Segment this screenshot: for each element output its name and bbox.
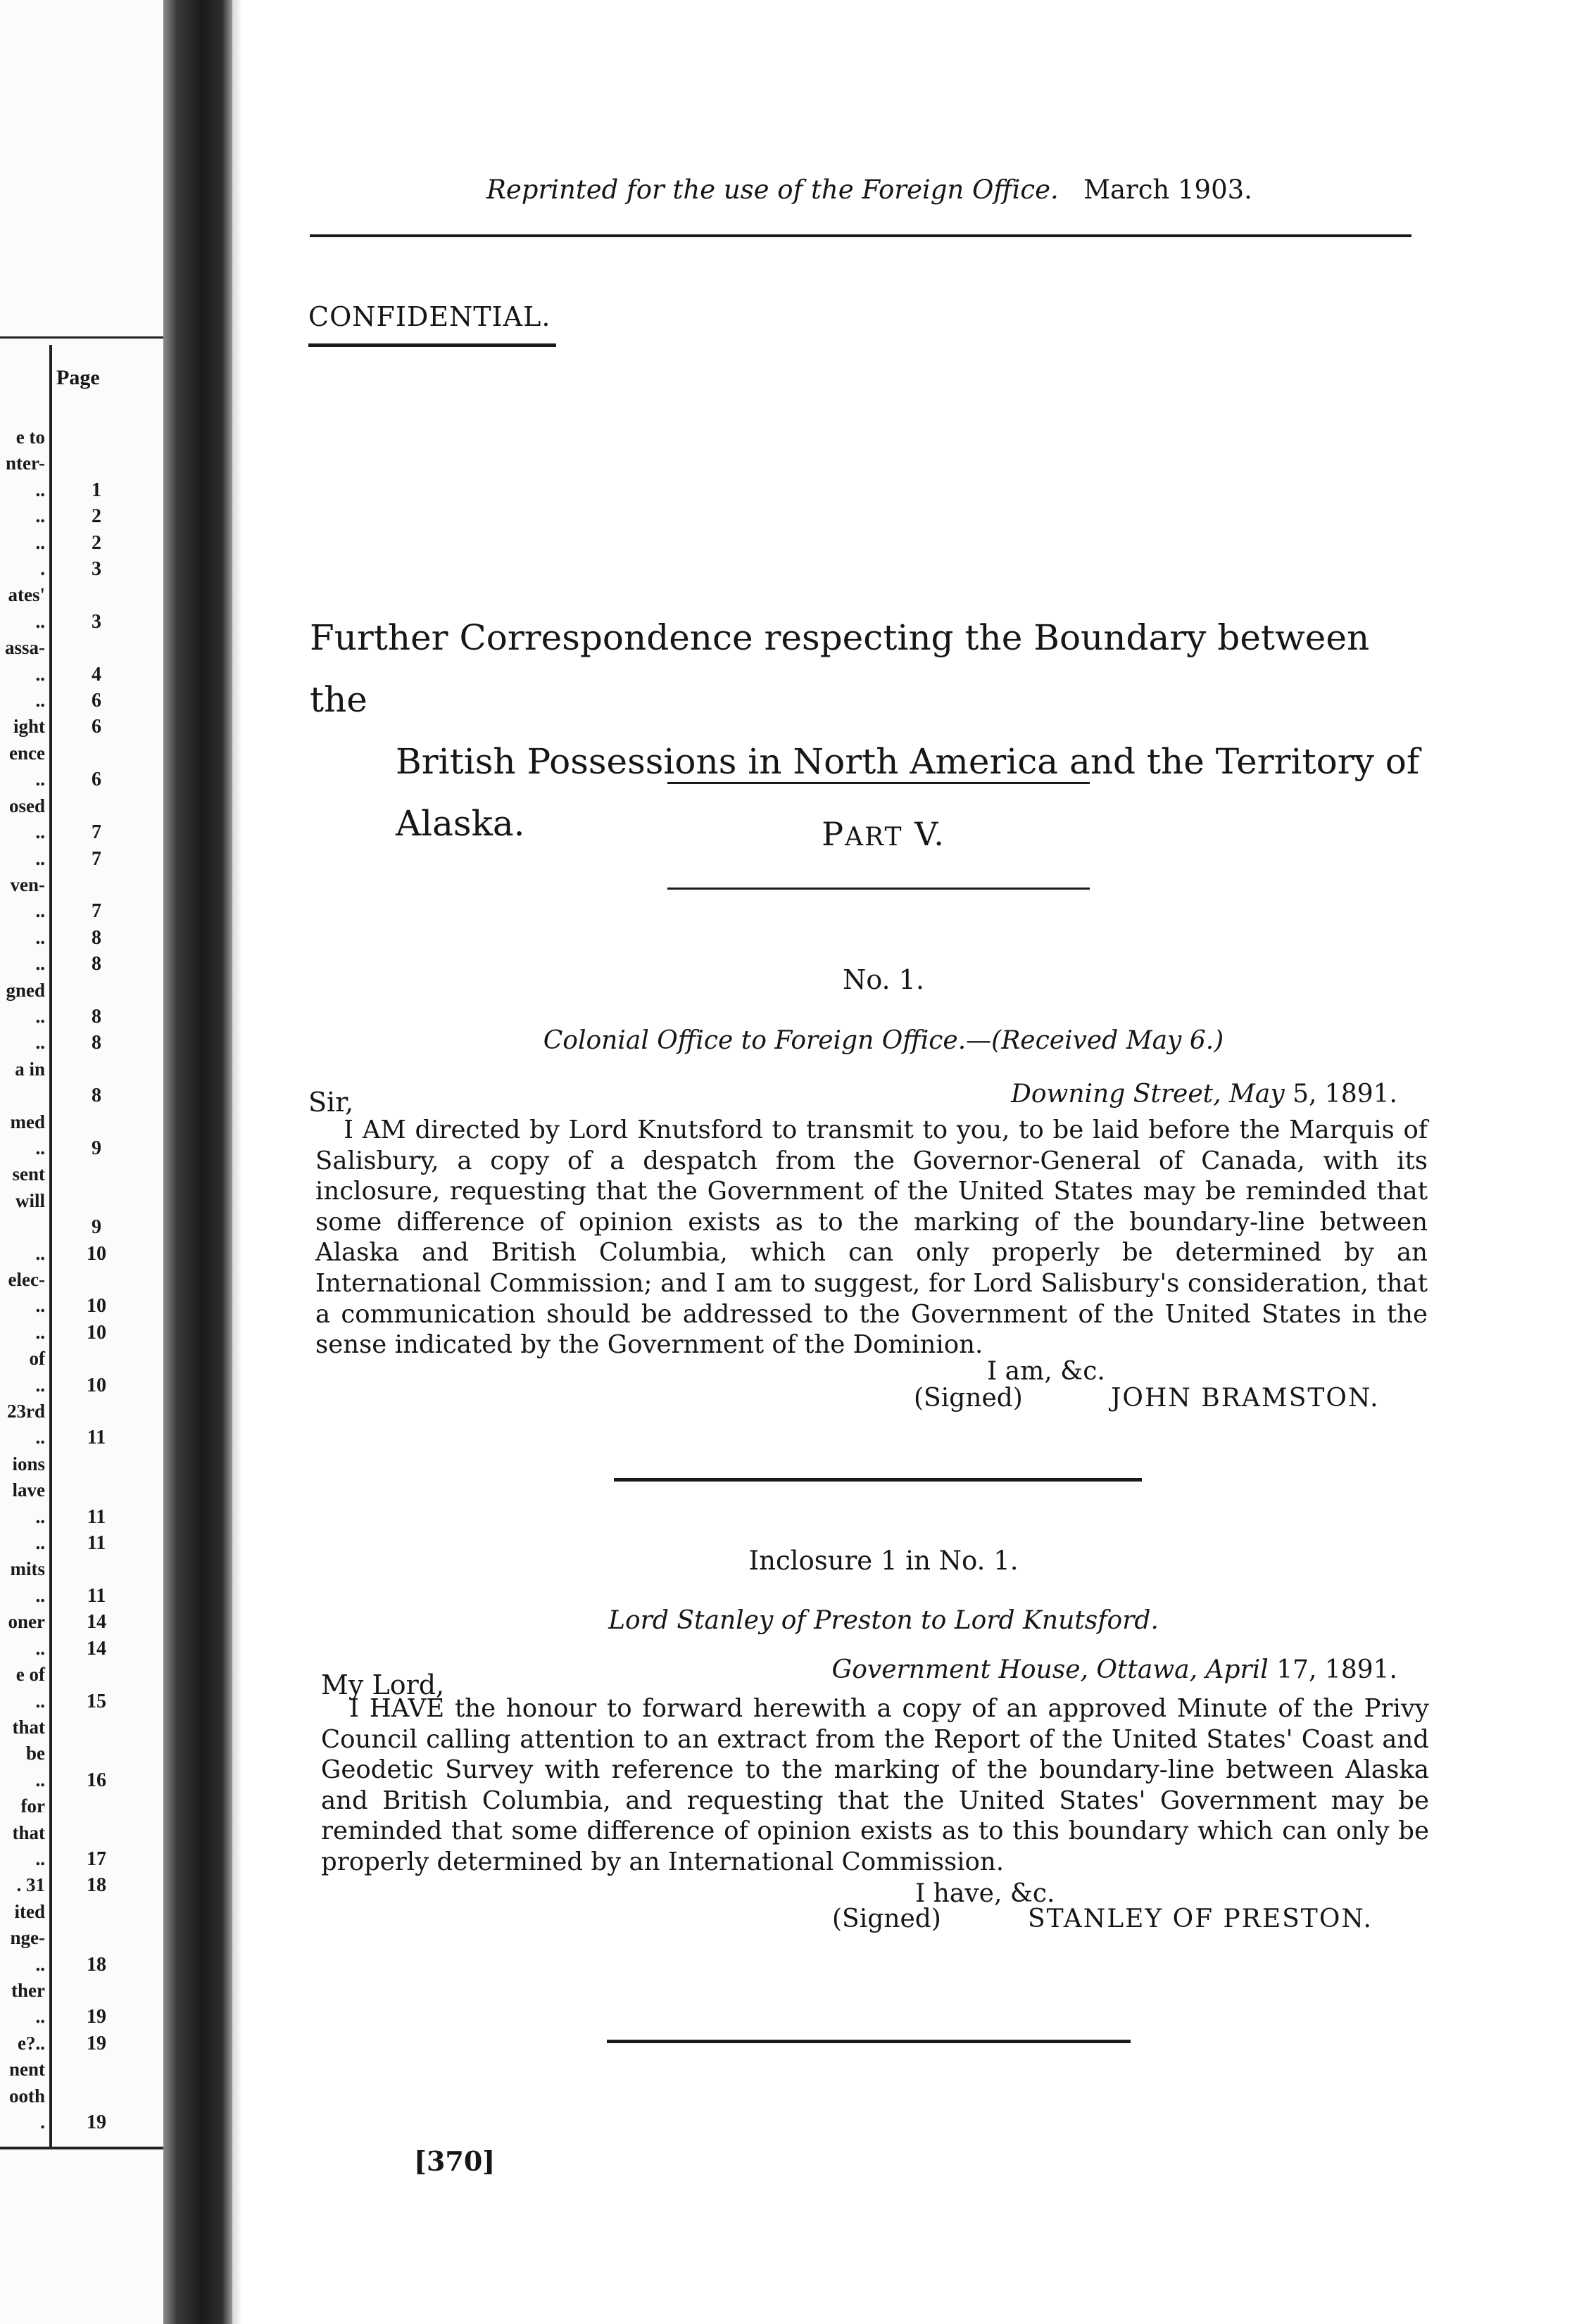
index-entry-fragment: ven- [10,874,45,895]
index-entry-fragment: .. [35,848,45,869]
index-page-number: 14 [87,1611,106,1633]
inclosure-month: April [1205,1655,1269,1684]
part-word-rest: ART [845,823,903,852]
binding-gutter [163,0,232,2324]
index-page-number: 8 [92,1085,101,1106]
index-entry-fragment: mits [10,1558,45,1579]
index-entry-fragment: elec- [8,1269,45,1290]
document-month: May [1229,1080,1285,1109]
index-page-number: 2 [92,532,101,554]
reprint-date: March 1903. [1083,175,1252,205]
folio-number: [370] [414,2145,496,2177]
index-entry-fragment: of [29,1348,45,1369]
index-entry-fragment: will [15,1190,45,1211]
index-entry-fragment: . [40,558,45,579]
facing-page-index [0,0,163,2324]
inclosure-day-year: 17, 1891. [1276,1655,1397,1684]
index-entry-fragment: ates' [8,584,45,605]
document-number: No. 1. [843,964,924,995]
index-column-rule [49,345,52,2147]
index-entry-fragment: .. [35,1243,45,1264]
index-page-number: 8 [92,1032,101,1054]
index-entry-fragment: a in [15,1059,45,1080]
index-entry-fragment: . [40,2111,45,2133]
index-page-number: 6 [92,769,101,790]
index-entry-fragment: .. [35,821,45,842]
index-bottom-rule [0,2147,163,2149]
reprint-header [0,175,1591,205]
index-entry-fragment: .. [35,1638,45,1659]
index-entry-fragment: .. [35,2006,45,2027]
document-place-date [1011,1080,1397,1109]
closing-divider [607,2040,1131,2043]
index-page-number: 10 [87,1375,106,1396]
index-page-number: 16 [87,1769,106,1791]
index-entry-fragment: nter- [6,453,45,474]
index-entry-fragment: .. [35,1691,45,1712]
reprint-note: Reprinted for the use of the Foreign Office. [486,175,1059,205]
index-entry-fragment: .. [35,1375,45,1396]
index-page-number: 11 [87,1427,106,1448]
index-entry-fragment: oner [8,1611,45,1632]
index-page-number: 10 [87,1322,106,1344]
index-entry-fragment: .. [35,900,45,921]
document-body: I AM directed by Lord Knutsford to transmit to you, to be laid before the Marquis of Salisbury, a copy of a despatch from the Governor-General of Canada, with its inclosure, requesting that the Government of the United States may be reminded that some difference of opinion exists as to the marking of the boundary-line between Alaska and British Columbia, which can only properly be determined by an International Commission; and I am to suggest, for Lord Salisbury's consideration, that a communication should be addressed to the Government of the United States in the sense indicated by the Government of the Dominion. [315,1116,1428,1360]
index-page-number: 10 [87,1295,106,1317]
index-entry-fragment: ited [14,1901,45,1922]
document-closing: I am, &c. [987,1357,1105,1386]
index-page-number: 6 [92,690,101,712]
index-page-number: 19 [87,2111,106,2133]
index-entry-fragment: .. [35,611,45,632]
title-rule-upper [667,782,1090,784]
index-entry-fragment: .. [35,1006,45,1027]
index-entry-fragment: assa- [4,637,45,658]
classification-underline [308,343,556,347]
index-page-number: 15 [87,1691,106,1712]
document-salutation: Sir, [308,1087,354,1118]
inclosure-number: Inclosure 1 in No. 1. [748,1546,1019,1576]
index-page-number: 4 [92,664,101,686]
index-entry-fragment: .. [35,1032,45,1053]
index-entry-fragment: .. [35,1585,45,1606]
index-entry-fragment: .. [35,953,45,974]
index-entry-fragment: 23rd [7,1401,45,1422]
inclosure-place: Government House, Ottawa, [831,1655,1198,1684]
index-entry-fragment: ions [12,1453,45,1474]
index-entry-fragment: nge- [10,1927,45,1948]
part-heading [0,815,1591,853]
index-page-number: 7 [92,848,101,870]
index-page-number: 11 [87,1532,106,1554]
page-edge-shadow [232,0,242,2324]
index-page-number: 2 [92,505,101,527]
index-page-number: 9 [92,1137,101,1159]
document-place: Downing Street, [1010,1080,1221,1109]
index-entry-fragment: .. [35,927,45,948]
document-signer: JOHN BRAMSTON. [1111,1384,1380,1413]
index-entry-fragment: .. [35,1769,45,1791]
index-entry-fragment: med [10,1111,45,1132]
index-entry-fragment: gned [6,980,45,1001]
index-entry-fragment: ther [11,1980,45,2001]
index-page-number: 8 [92,927,101,949]
index-entry-fragment: .. [35,769,45,790]
inclosure-signed-label: (Signed) [832,1905,941,1933]
index-entry-fragment: sent [12,1163,45,1185]
index-page-number: 11 [87,1585,106,1607]
inclosure-heading: Lord Stanley of Preston to Lord Knutsford. [608,1606,1159,1635]
index-entry-fragment: .. [35,479,45,500]
index-page-number: 7 [92,900,101,922]
part-numeral: V. [914,815,945,853]
header-rule [310,234,1411,237]
signed-label: (Signed) [914,1384,1023,1413]
index-entry-fragment: nent [8,2059,45,2080]
document-day-year: 5, 1891. [1293,1080,1397,1109]
index-entry-fragment: .. [35,1322,45,1343]
index-page-number: 18 [87,1954,106,1976]
part-initial: P [822,815,845,853]
index-entry-fragment: .. [35,532,45,553]
index-page-number: 9 [92,1216,101,1238]
index-page-number: 18 [87,1874,106,1896]
index-entry-fragment: that [12,1822,45,1843]
index-entry-fragment: .. [35,664,45,685]
index-page-number: 3 [92,611,101,633]
classification-label: CONFIDENTIAL. [308,301,551,332]
index-entry-fragment: that [12,1717,45,1738]
index-entry-fragment: for [20,1795,45,1817]
index-entry-fragment: .. [35,505,45,526]
index-entry-fragment: be [26,1743,45,1764]
index-entry-fragment: ence [9,743,45,764]
title-line-3: Alaska. [396,803,525,844]
title-line-1: Further Correspondence respecting the Boundary between the [310,617,1370,720]
index-page-number: 17 [87,1848,106,1870]
index-top-rule [0,336,163,339]
index-page-number: 3 [92,558,101,580]
title-rule-lower [667,888,1090,890]
inclosure-salutation: My Lord, [321,1669,445,1700]
index-entry-fragment: e to [15,427,45,448]
index-entry-fragment: .. [35,1848,45,1869]
index-entry-fragment: ooth [8,2085,45,2107]
index-page-number: 8 [92,953,101,975]
index-page-number: 11 [87,1506,106,1528]
index-entry-fragment: .. [35,1295,45,1316]
index-entry-fragment: .. [35,1137,45,1158]
inclosure-body: I HAVE the honour to forward herewith a copy of an approved Minute of the Privy Council calling attention to an extract from the Report of the United States' Coast and Geodetic Survey with reference to the marking of the boundary-line between Alaska and British Columbia, and requesting that the United States' Government may be reminded that some difference of opinion exists as to this boundary which can only be properly determined by an International Commission. [321,1694,1429,1876]
index-entry-fragment: ight [13,716,45,737]
index-entry-fragment: .. [35,1532,45,1553]
index-entry-fragment: .. [35,690,45,711]
index-page-number: 10 [87,1243,106,1265]
inclosure-closing: I have, &c. [915,1879,1055,1908]
index-page-number: 19 [87,2006,106,2028]
index-entry-fragment: e of [15,1664,45,1685]
section-divider [614,1478,1142,1482]
inclosure-signer: STANLEY OF PRESTON. [1028,1905,1373,1933]
index-entry-fragment: lave [12,1479,45,1501]
index-page-number: 14 [87,1638,106,1660]
document-heading: Colonial Office to Foreign Office.—(Received May 6.) [543,1026,1224,1055]
index-entry-fragment: e?.. [18,2033,45,2054]
index-page-number: 7 [92,821,101,843]
index-page-number: 1 [92,479,101,501]
index-entry-fragment: .. [35,1506,45,1527]
index-entry-fragment: .. [35,1954,45,1975]
title-line-2: British Possessions in North America and the Territory of [396,741,1420,782]
index-entry-fragment: osed [8,795,45,816]
index-page-number: 19 [87,2033,106,2054]
index-entry-fragment: . 31 [16,1874,45,1895]
index-page-number: 8 [92,1006,101,1028]
index-entry-fragment: .. [35,1427,45,1448]
page-column-header: Page [56,366,100,389]
index-page-number: 6 [92,716,101,738]
inclosure-place-date [831,1655,1397,1684]
